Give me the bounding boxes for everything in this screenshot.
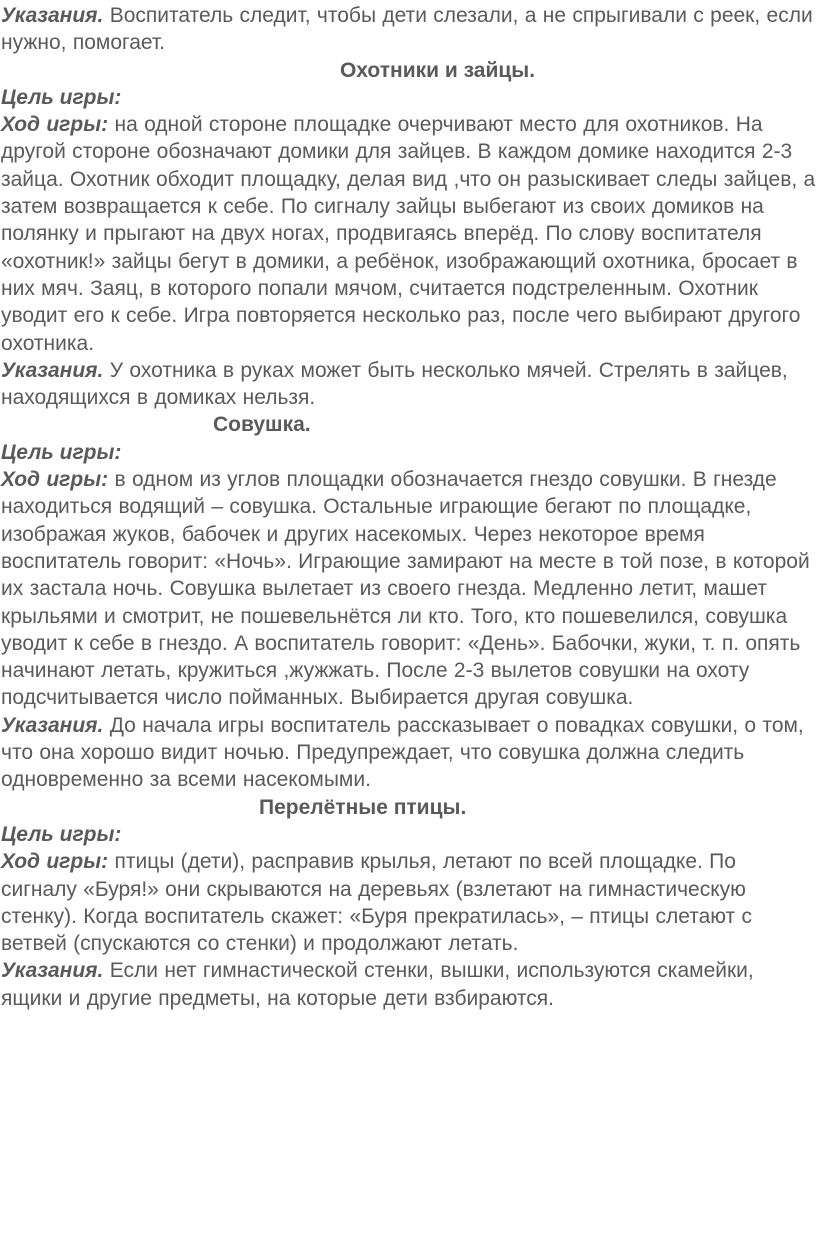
game-notes-paragraph xyxy=(1,357,816,412)
game-process-paragraph xyxy=(1,466,816,712)
game-process-label: Ход игры: xyxy=(1,850,109,874)
game-goal-label: Цель игры: xyxy=(1,822,122,846)
game-title: Совушка. xyxy=(213,413,311,437)
game-process-text: на одной стороне площадке очерчивают место для охотников. На другой стороне обозначают домики для зайцев. В каждом домике находится 2-3 зайца. Охотник обходит площадку, делая вид ,что он разыскивает следы зайцев, а затем возвращается к себе. По сигналу зайцы выбегают из своих домиков на полянку и прыгают на двух ногах, продвигаясь вперёд. По слову воспитателя «охотник!» зайцы бегут в домики, а ребёнок, изображающий охотника, бросает в них мяч. Заяц, в которого попали мячом, считается подстреленным. Охотник уводит его к себе. Игра повторяется несколько раз, после чего выбирают другого охотника. xyxy=(1,113,816,355)
game-process-paragraph xyxy=(1,848,816,957)
game-section-hunters xyxy=(1,57,816,412)
game-notes-text: У охотника в руках может быть несколько мячей. Стрелять в зайцев, находящихся в домиках нельзя. xyxy=(1,358,788,410)
game-notes-text: До начала игры воспитатель рассказывает о повадках совушки, о том, что она хорошо видит ночью. Предупреждает, что совушка должна следить одновременно за всеми насекомыми. xyxy=(1,713,804,792)
game-section-owl xyxy=(1,411,816,793)
game-title: Охотники и зайцы. xyxy=(339,58,536,82)
game-notes-text: Если нет гимнастической стенки, вышки, используются скамейки, ящики и другие предметы, на которые дети взбираются. xyxy=(1,959,754,1010)
game-process-label: Ход игры: xyxy=(1,113,109,137)
game-process-text: птицы (дети), расправив крылья, летают по всей площадке. По сигналу «Буря!» они скрываются на деревьях (взлетают на гимнастическую стенку). Когда воспитатель скажет: «Буря прекратилась», – птицы слетают с ветвей (спускаются со стенки) и продолжают летать. xyxy=(1,850,753,956)
game-notes-label: Указания. xyxy=(1,959,104,983)
game-goal-label: Цель игры: xyxy=(1,440,122,464)
game-process-text: в одном из углов площадки обозначается гнездо совушки. В гнезде находиться водящий – совушка. Остальные играющие бегают по площадке, изображая жуков, бабочек и других насекомых. Через некоторое время воспитатель говорит: «Ночь». Играющие замирают на месте в той позе, в которой их застала ночь. Совушка вылетает из своего гнезда. Медленно летит, машет крыльями и смотрит, не пошевельнётся ли кто. Того, кто пошевелился, совушка уводит к себе в гнездо. А воспитатель говорит: «День». Бабочки, жуки, т. п. опять начинают летать, кружиться ,жужжать. После 2-3 вылетов совушки на охоту подсчитывается число пойманных. Выбирается другая совушка. xyxy=(1,468,810,710)
game-notes-label: Указания. xyxy=(1,358,104,382)
game-title: Перелётные птицы. xyxy=(259,795,467,819)
game-notes-paragraph xyxy=(1,712,816,794)
intro-notes-label: Указания. xyxy=(1,4,104,27)
game-section-migratory-birds xyxy=(1,794,816,1012)
game-process-paragraph xyxy=(1,111,816,357)
game-notes-paragraph xyxy=(1,957,816,1012)
intro-notes-text: Воспитатель следит, чтобы дети слезали, а не спрыгивали с реек, если нужно, помогает. xyxy=(1,4,813,55)
game-notes-label: Указания. xyxy=(1,713,104,737)
game-process-label: Ход игры: xyxy=(1,468,109,492)
intro-paragraph xyxy=(1,2,816,57)
game-goal-label: Цель игры: xyxy=(1,85,122,109)
